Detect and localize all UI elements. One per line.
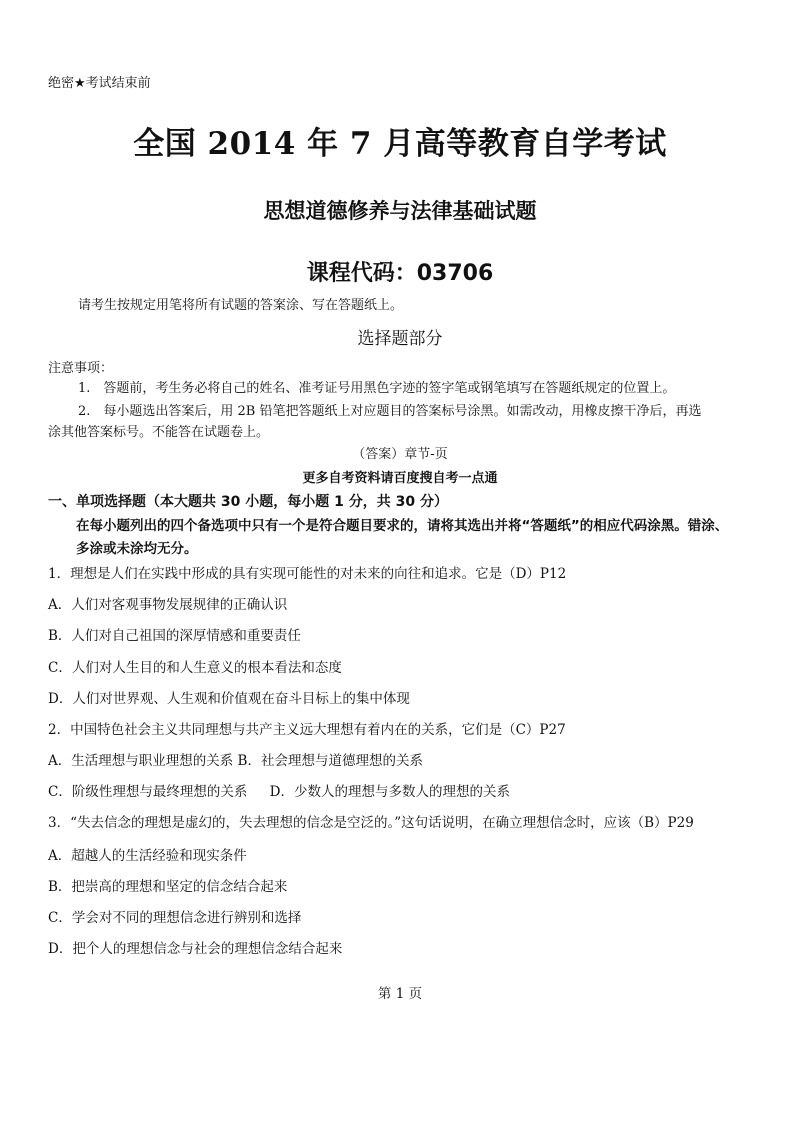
note-item-1: 1. 答题前，考生务必将自己的姓名、准考证号用黑色字迹的签字笔或钢笔填写在答题纸规定的位置上。 [78,381,676,396]
note-item-2: 2. 每小题选出答案后，用 2B 铅笔把答题纸上对应题目的答案标号涂黑。如需改动，用橡皮擦干净后，再选 [78,404,702,419]
question-3-option-a: A．超越人的生活经验和现实条件 [48,848,247,864]
question-2-option-a: A．生活理想与职业理想的关系 [48,753,234,769]
question-2-options-ab [48,749,423,769]
question-2-option-b: B．社会理想与道德理想的关系 [237,753,423,769]
question-1-option-c: C．人们对人生目的和人生意义的根本看法和态度 [48,660,342,676]
question-2-stem: 2．中国特色社会主义共同理想与共产主义远大理想有着内在的关系，它们是（C）P27 [48,722,566,738]
exam-main-title: 全国 2014 年 7 月高等教育自学考试 [133,126,667,162]
question-1-option-d: D．人们对世界观、人生观和价值观在奋斗目标上的集中体现 [48,691,410,707]
subject-title: 思想道德修养与法律基础试题 [263,199,537,223]
question-3-option-c: C．学会对不同的理想信念进行辨别和选择 [48,910,302,926]
question-2-option-c: C．阶级性理想与最终理想的关系 [48,784,248,800]
question-3-option-b: B．把崇高的理想和坚定的信念结合起来 [48,879,288,895]
page-number: 第 1 页 [377,986,423,1002]
section-instruction-continued: 多涂或未涂均无分。 [76,541,198,557]
secret-label: 绝密★考试结束前 [48,76,151,91]
section-instruction: 在每小题列出的四个备选项中只有一个是符合题目要求的，请将其选出并将“答题纸”的相应代码涂黑。错涂、 [76,518,729,534]
question-1-stem: 1．理想是人们在实践中形成的具有实现可能性的对未来的向往和追求。它是（D）P12 [48,566,567,582]
question-3-option-d: D．把个人的理想信念与社会的理想信念结合起来 [48,941,343,957]
exam-instruction: 请考生按规定用笔将所有试题的答案涂、写在答题纸上。 [78,298,404,313]
notes-heading: 注意事项： [48,361,114,376]
question-3-stem: 3．“失去信念的理想是虚幻的，失去理想的信念是空泛的。”这句话说明，在确立理想信念时，应该（B）P29 [48,815,694,831]
note-item-2-continued: 涂其他答案标号。不能答在试题卷上。 [48,425,270,440]
answer-format-note: （答案）章节-页 [352,447,448,462]
question-1-option-a: A．人们对客观事物发展规律的正确认识 [48,597,288,613]
more-info-note: 更多自考资料请百度搜自考一点通 [302,471,498,486]
section-title: 一、单项选择题（本大题共 30 小题，每小题 1 分，共 30 分） [48,494,448,510]
course-code: 课程代码：03706 [306,261,494,286]
question-1-option-b: B．人们对自己祖国的深厚情感和重要责任 [48,628,301,644]
part-title: 选择题部分 [357,329,443,349]
question-2-options-cd [48,780,510,800]
question-2-option-d: D．少数人的理想与多数人的理想的关系 [269,784,510,800]
